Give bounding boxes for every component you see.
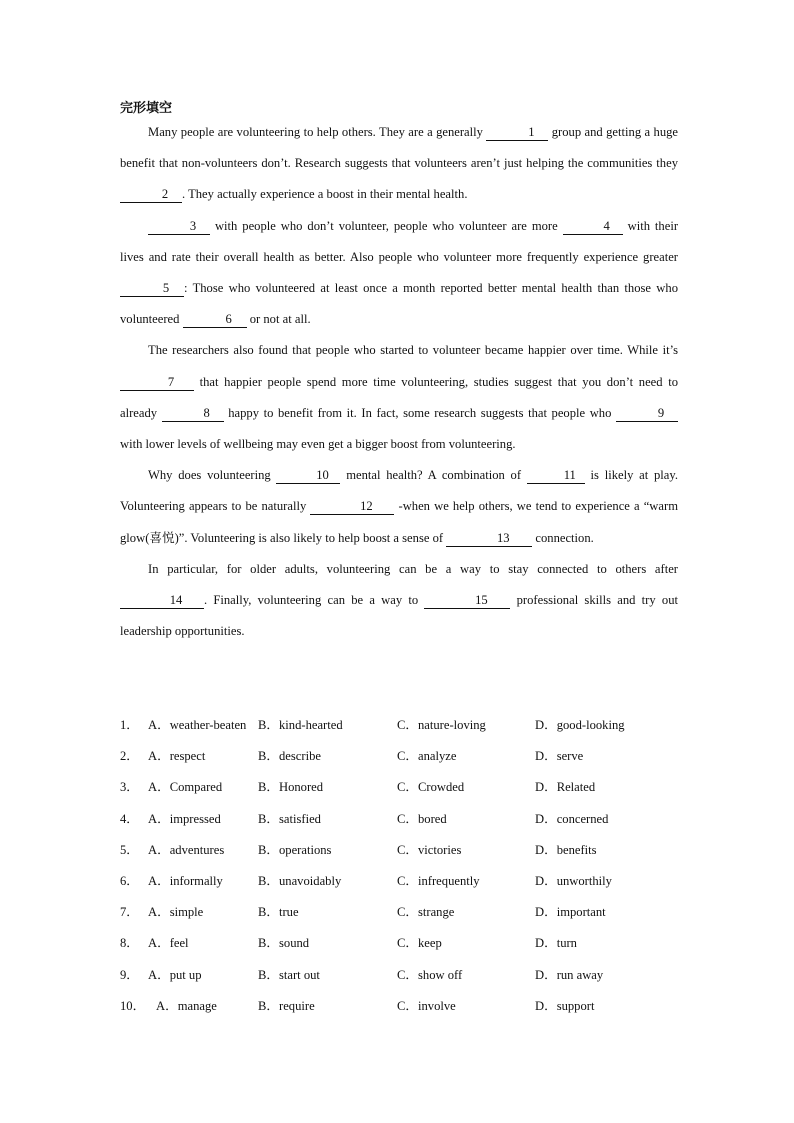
paragraph-2	[120, 211, 678, 336]
question-number: 9．	[120, 967, 139, 982]
option-a[interactable]: A．feel	[148, 936, 189, 951]
blank-15: 15	[424, 593, 510, 609]
option-b[interactable]: B．start out	[258, 967, 320, 982]
option-d[interactable]: D．Related	[535, 780, 596, 795]
option-a[interactable]: A．weather-beaten	[148, 718, 247, 732]
blank-11: 11	[527, 468, 585, 484]
blank-4: 4	[563, 219, 623, 235]
blank-5: 5	[120, 281, 184, 297]
paragraph-text: professional skills and try out leadership opportunities.	[120, 593, 678, 639]
paragraph-text: The researchers also found that people who started to volunteer became happier over time. While it’s	[148, 343, 678, 358]
question-row	[120, 991, 680, 1022]
paragraph-1	[120, 117, 678, 211]
paragraph-text: -when we help others, we tend to experience a “warm glow(喜悦)”. Volunteering is also likely to help boost a sense of	[120, 499, 678, 545]
option-d[interactable]: D．support	[535, 998, 595, 1013]
option-b[interactable]: B．operations	[258, 842, 332, 857]
paragraph-text: : Those who volunteered at least once a month reported better mental health than those who volunteered	[120, 281, 678, 327]
paragraph-text: with lower levels of wellbeing may even get a bigger boost from volunteering.	[120, 437, 516, 452]
blank-9: 9	[616, 406, 678, 422]
question-row	[120, 772, 680, 803]
cloze-passage	[120, 117, 678, 647]
option-c[interactable]: C．infrequently	[397, 873, 480, 888]
paragraph-5	[120, 554, 678, 648]
question-number: 2．	[120, 749, 139, 764]
question-row	[120, 928, 680, 959]
question-row	[120, 897, 680, 928]
option-d[interactable]: D．unworthily	[535, 873, 612, 888]
question-row	[120, 835, 680, 866]
option-a[interactable]: A．adventures	[148, 842, 225, 857]
question-number: 3．	[120, 780, 139, 795]
option-b[interactable]: B．true	[258, 905, 299, 920]
option-a[interactable]: A．respect	[148, 749, 206, 764]
question-row	[120, 804, 680, 835]
option-d[interactable]: D．benefits	[535, 842, 597, 857]
blank-3: 3	[148, 219, 210, 235]
option-b[interactable]: B．describe	[258, 749, 321, 764]
answer-options	[120, 710, 680, 1022]
paragraph-text: connection.	[532, 530, 594, 545]
option-c[interactable]: C．victories	[397, 842, 462, 857]
option-c[interactable]: C．show off	[397, 967, 463, 982]
option-a[interactable]: A．put up	[148, 967, 202, 982]
option-b[interactable]: B．sound	[258, 936, 310, 951]
blank-14: 14	[120, 593, 204, 609]
question-number: 4．	[120, 811, 139, 826]
option-a[interactable]: A．informally	[148, 873, 223, 888]
paragraph-text: mental health? A combination of	[340, 468, 527, 483]
option-b[interactable]: B．kind-hearted	[258, 718, 343, 732]
option-d[interactable]: D．turn	[535, 936, 577, 951]
paragraph-text: In particular, for older adults, volunteering can be a way to stay connected to others after	[148, 561, 678, 576]
option-c[interactable]: C．strange	[397, 905, 455, 920]
option-a[interactable]: A．simple	[148, 905, 204, 920]
paragraph-3	[120, 335, 678, 460]
option-d[interactable]: D．run away	[535, 967, 604, 982]
option-c[interactable]: C．Crowded	[397, 780, 465, 795]
blank-7: 7	[120, 375, 194, 391]
question-row	[120, 741, 680, 772]
paragraph-text: is likely at play. Volunteering appears to be naturally	[120, 468, 678, 514]
paragraph-text: . They actually experience a boost in their mental health.	[182, 187, 468, 202]
option-d[interactable]: D．concerned	[535, 811, 609, 826]
option-c[interactable]: C．analyze	[397, 749, 457, 764]
paragraph-text: Why does volunteering	[148, 468, 277, 483]
option-b[interactable]: B．satisfied	[258, 811, 321, 826]
paragraph-text: with people who don’t volunteer, people who volunteer are more	[210, 218, 563, 233]
option-a[interactable]: A．impressed	[148, 811, 221, 826]
question-row	[120, 960, 680, 991]
paragraph-text: that happier people spend more time volunteering, studies suggest that you don’t need to already	[120, 374, 678, 420]
question-number: 5．	[120, 842, 139, 857]
paragraph-text: with their lives and rate their overall health as better. Also people who volunteer more frequently experience greater	[120, 218, 679, 264]
question-number: 8．	[120, 936, 139, 951]
paragraph-text: Many people are volunteering to help others. They are a generally	[148, 125, 487, 139]
paragraph-text: group and getting a huge benefit that non-volunteers don’t. Research suggests that volunteers aren’t just helping the communities they	[120, 125, 678, 171]
option-a[interactable]: A．manage	[156, 998, 217, 1013]
blank-10: 10	[276, 468, 340, 484]
option-a[interactable]: A．Compared	[148, 780, 223, 795]
option-c[interactable]: C．keep	[397, 936, 442, 951]
paragraph-text: or not at all.	[246, 312, 311, 327]
blank-1: 1	[486, 125, 548, 141]
blank-6: 6	[183, 312, 247, 328]
option-c[interactable]: C．nature-loving	[397, 718, 486, 732]
option-d[interactable]: D．good-looking	[535, 718, 625, 732]
option-d[interactable]: D．serve	[535, 749, 584, 764]
paragraph-4	[120, 460, 678, 554]
blank-8: 8	[162, 406, 224, 422]
blank-12: 12	[310, 499, 394, 515]
question-row	[120, 710, 680, 741]
option-c[interactable]: C．involve	[397, 998, 456, 1013]
blank-13: 13	[446, 531, 532, 547]
option-b[interactable]: B．require	[258, 998, 315, 1013]
question-number: 6．	[120, 873, 139, 888]
question-number: 10．	[120, 998, 146, 1013]
paragraph-text: happy to benefit from it. In fact, some research suggests that people who	[223, 405, 616, 420]
blank-2: 2	[120, 187, 182, 203]
question-number: 7．	[120, 905, 139, 920]
option-b[interactable]: B．Honored	[258, 780, 324, 795]
question-row	[120, 866, 680, 897]
option-b[interactable]: B．unavoidably	[258, 873, 342, 888]
question-number: 1．	[120, 718, 139, 732]
option-d[interactable]: D．important	[535, 905, 606, 920]
option-c[interactable]: C．bored	[397, 811, 447, 826]
section-heading: 完形填空	[120, 101, 173, 116]
paragraph-text: . Finally, volunteering can be a way to	[204, 593, 425, 608]
